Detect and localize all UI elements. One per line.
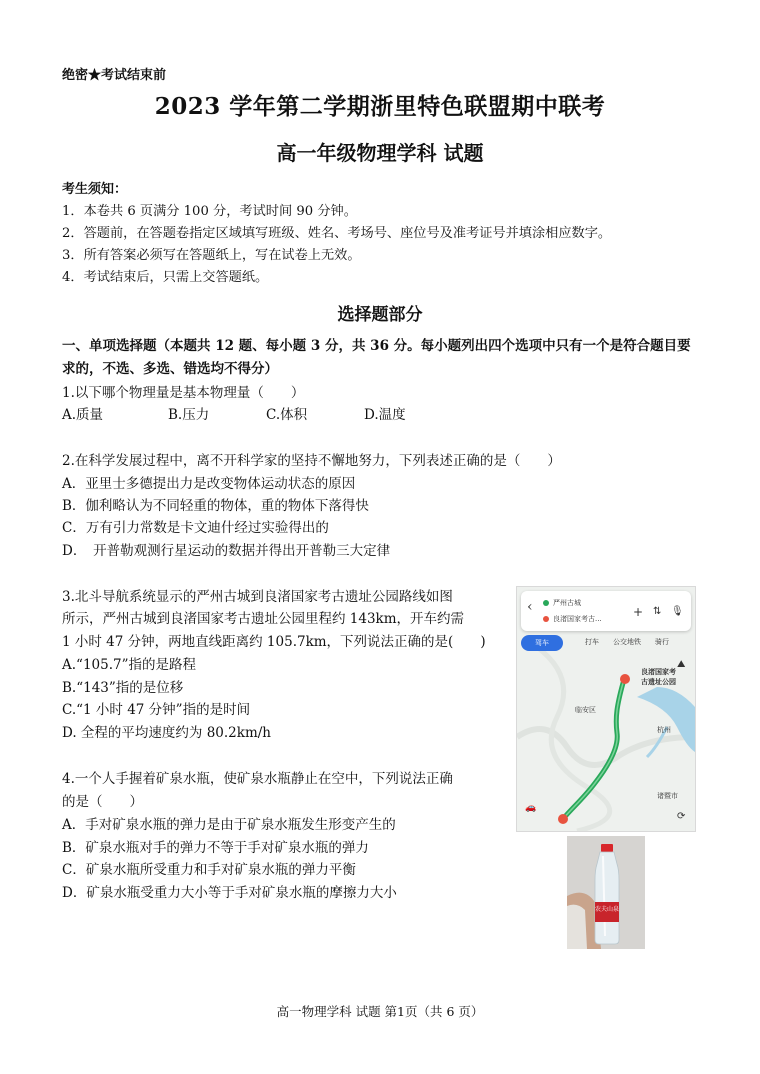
- destination-marker: [620, 674, 630, 684]
- bottle-label: 农夫山泉: [595, 906, 620, 913]
- section-title: 选择题部分: [337, 305, 423, 325]
- question-1-stem: 1.以下哪个物理量是基本物理量（ ）: [62, 385, 305, 401]
- car-icon[interactable]: 🚗: [525, 803, 537, 813]
- confidential-mark: 绝密★考试结束前: [62, 68, 167, 83]
- q3-option-c: C.“1 小时 47 分钟”指的是时间: [62, 702, 251, 718]
- notice-item: 1．本卷共 6 页满分 100 分，考试时间 90 分钟。: [62, 204, 357, 219]
- notice-item: 3．所有答案必须写在答题纸上，写在试卷上无效。: [62, 248, 361, 263]
- q3-option-d: D. 全程的平均速度约为 80.2km/h: [62, 725, 271, 741]
- notice-heading: 考生须知：: [62, 182, 128, 197]
- travel-mode-tabs: [521, 635, 691, 651]
- q4-option-b: B．矿泉水瓶对手的弹力不等于手对矿泉水瓶的弹力: [62, 840, 369, 856]
- part-heading: 一、单项选择题（本题共 12 题、每小题 3 分，共 36 分。每小题列出四个选项中只有一个是符合题目要求的，不选、多选、错选均不得分）: [62, 338, 691, 377]
- map-label-linan: 临安区: [575, 706, 596, 714]
- question-1-options: [62, 403, 462, 423]
- map-label-zhuji: 诸暨市: [657, 792, 678, 800]
- route-search-bar[interactable]: [521, 591, 691, 631]
- exam-title: 2023 学年第二学期浙里特色联盟期中联考: [154, 93, 606, 120]
- q1-option-a: A.质量: [62, 407, 104, 423]
- navigation-map-figure: [516, 586, 696, 832]
- tab-transit[interactable]: 公交地铁: [613, 638, 641, 646]
- exam-subtitle: 高一年级物理学科 试题: [276, 141, 484, 165]
- question-3-stem: 1 小时 47 分钟，两地直线距离约 105.7km，下列说法正确的是( ): [62, 634, 486, 650]
- tab-bike[interactable]: 骑行: [655, 638, 669, 646]
- q2-option-a: A．亚里士多德提出力是改变物体运动状态的原因: [62, 476, 356, 492]
- origin-dot-icon: [543, 600, 549, 606]
- destination-dot-icon: [543, 616, 549, 622]
- q1-option-b: B.压力: [168, 407, 210, 423]
- back-arrow-icon[interactable]: ‹: [527, 599, 533, 615]
- swap-icon[interactable]: ⇅: [653, 606, 662, 617]
- question-3-stem: 所示，严州古城到良渚国家考古遗址公园里程约 143km，开车约需: [62, 611, 465, 627]
- question-3-stem: 3.北斗导航系统显示的严州古城到良渚国家考古遗址公园路线如图: [62, 589, 453, 605]
- q1-option-c: C.体积: [266, 407, 308, 423]
- q2-option-b: B．伽利略认为不同轻重的物体，重的物体下落得快: [62, 498, 369, 514]
- add-waypoint-icon[interactable]: +: [633, 605, 644, 619]
- q3-option-a: A.“105.7”指的是路程: [62, 657, 196, 673]
- water-bottle-photo: [567, 836, 645, 949]
- destination-label: 良渚国家考古遗址公园: [641, 668, 676, 686]
- destination-field[interactable]: 良渚国家考古...: [553, 615, 602, 623]
- q1-option-d: D.温度: [364, 407, 406, 423]
- q3-option-b: B.“143”指的是位移: [62, 680, 184, 696]
- q4-option-a: A．手对矿泉水瓶的弹力是由于矿泉水瓶发生形变产生的: [62, 817, 396, 833]
- microphone-icon[interactable]: 🎙: [671, 606, 684, 617]
- bottle-illustration: [567, 836, 645, 949]
- tab-drive[interactable]: 驾车: [521, 635, 563, 651]
- refresh-icon[interactable]: ⟳: [677, 811, 686, 822]
- q2-option-d: D． 开普勒观测行星运动的数据并得出开普勒三大定律: [62, 543, 391, 559]
- origin-marker: [558, 814, 568, 824]
- question-2-stem: 2.在科学发展过程中，离不开科学家的坚持不懈地努力，下列表述正确的是（ ）: [62, 453, 561, 469]
- q4-option-d: D．矿泉水瓶受重力大小等于手对矿泉水瓶的摩擦力大小: [62, 885, 397, 901]
- notice-item: 4．考试结束后，只需上交答题纸。: [62, 270, 269, 285]
- map-label-hangzhou: 杭州: [657, 726, 671, 734]
- question-4-stem: 的是（ ）: [62, 794, 143, 810]
- q2-option-c: C．万有引力常数是卡文迪什经过实验得出的: [62, 520, 329, 536]
- layers-icon[interactable]: ⛰: [677, 659, 686, 670]
- origin-field[interactable]: 严州古城: [553, 599, 581, 607]
- q4-option-c: C．矿泉水瓶所受重力和手对矿泉水瓶的弹力平衡: [62, 862, 356, 878]
- question-4-stem: 4.一个人手握着矿泉水瓶，使矿泉水瓶静止在空中，下列说法正确: [62, 771, 453, 787]
- tab-taxi[interactable]: 打车: [585, 638, 599, 646]
- page-footer: 高一物理学科 试题 第1页（共 6 页）: [276, 1004, 484, 1019]
- notice-item: 2．答题前，在答题卷指定区域填写班级、姓名、考场号、座位号及准考证号并填涂相应数字。: [62, 226, 612, 241]
